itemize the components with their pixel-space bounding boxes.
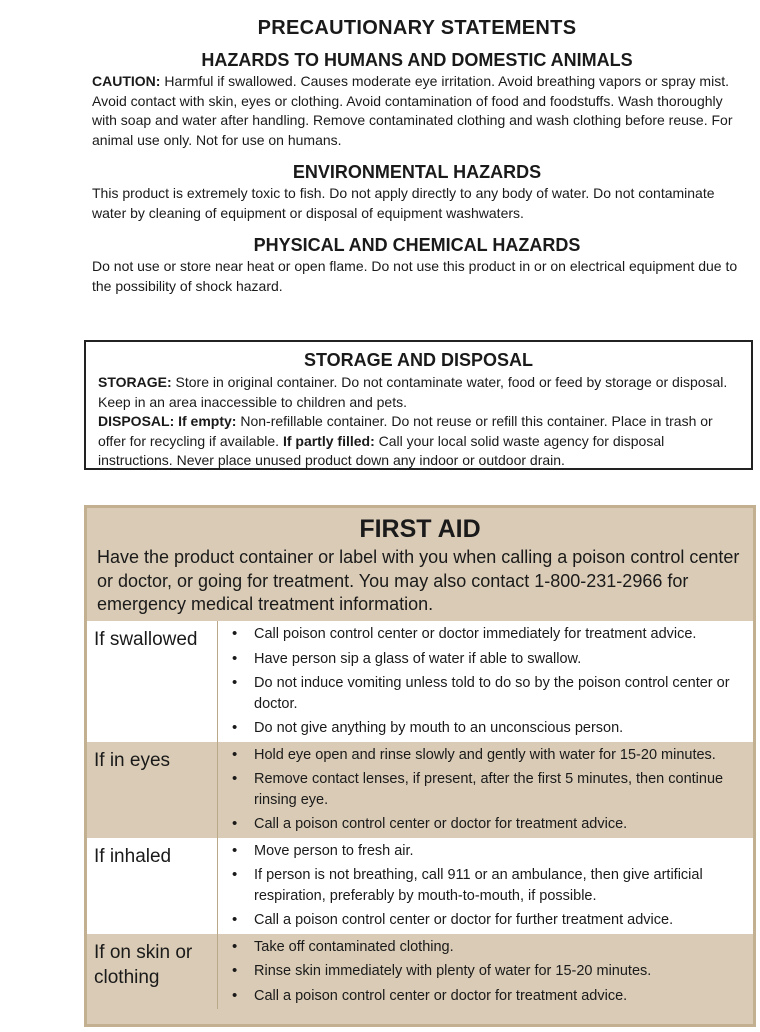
list-item: • Move person to fresh air. xyxy=(228,841,753,862)
first-aid-instructions xyxy=(218,742,753,838)
first-aid-table xyxy=(87,621,753,1009)
section-text-physical-chemical: Do not use or store near heat or open flame. Do not use this product in or on electrical equipment due to the possibility of shock hazard. xyxy=(92,258,738,294)
first-aid-row-inhaled xyxy=(87,838,753,934)
caution-label: CAUTION: xyxy=(92,73,161,89)
first-aid-title: FIRST AID xyxy=(359,515,481,543)
list-item: • Call a poison control center or doctor for treatment advice. xyxy=(228,986,753,1007)
list-item: • Do not induce vomiting unless told to do so by the poison control center or doctor. xyxy=(228,673,753,714)
list-item: • If person is not breathing, call 911 or an ambulance, then give artificial respiration, preferably by mouth-to-mouth, if possible. xyxy=(228,865,753,906)
list-item: • Have person sip a glass of water if able to swallow. xyxy=(228,649,753,670)
first-aid-panel xyxy=(84,505,756,1027)
disposal-body: Non-refillable container. Do not reuse or refill this container. Place in trash or offer for recycling if available. xyxy=(98,413,713,449)
first-aid-row-skin xyxy=(87,934,753,1010)
section-text-environmental: This product is extremely toxic to fish. Do not apply directly to any body of water. Do not contaminate water by cleaning of equipment or disposal of equipment washwaters. xyxy=(92,185,715,221)
storage-body: Store in original container. Do not contaminate water, food or feed by storage or disposal. Keep in an area inaccessible to children and pets. xyxy=(98,374,728,410)
storage-disposal-box xyxy=(84,340,753,470)
caution-text: Harmful if swallowed. Causes moderate eye irritation. Avoid breathing vapors or spray mist. Avoid contact with skin, eyes or clothing. Avoid contamination of food and foodstuffs. Wash thoroughly with soap and water after handling. Remove contaminated clothing and wash clothing before reuse. For animal use only. Not for use on humans. xyxy=(92,73,733,148)
partly-filled-label: If partly filled: xyxy=(282,432,375,449)
first-aid-instructions xyxy=(218,838,753,934)
first-aid-instructions xyxy=(218,621,753,742)
first-aid-header xyxy=(87,508,753,617)
list-item: • Call a poison control center or doctor for further treatment advice. xyxy=(228,910,753,931)
section-heading-environmental: ENVIRONMENTAL HAZARDS xyxy=(292,162,542,182)
precautionary-statements xyxy=(92,16,742,308)
section-text-hazards-humans xyxy=(92,72,742,150)
storage-disposal-title: STORAGE AND DISPOSAL xyxy=(303,350,534,370)
list-item: • Hold eye open and rinse slowly and gently with water for 15-20 minutes. xyxy=(228,745,753,766)
page-title: PRECAUTIONARY STATEMENTS xyxy=(257,17,577,39)
first-aid-row-swallowed xyxy=(87,621,753,742)
section-heading-physical-chemical: PHYSICAL AND CHEMICAL HAZARDS xyxy=(253,235,581,255)
partly-filled-body: Call your local solid waste agency for disposal instructions. Never place unused product down any indoor or outdoor drain. xyxy=(98,432,665,468)
first-aid-row-label: If inhaled xyxy=(87,838,218,934)
list-item: • Take off contaminated clothing. xyxy=(228,937,753,958)
storage-label: STORAGE: xyxy=(98,374,172,390)
first-aid-row-eyes xyxy=(87,742,753,838)
first-aid-row-label: If swallowed xyxy=(87,621,218,742)
storage-text xyxy=(98,373,739,412)
first-aid-row-label: If on skin or clothing xyxy=(87,934,218,1010)
list-item: • Call a poison control center or doctor for treatment advice. xyxy=(228,814,753,835)
first-aid-intro: Have the product container or label with you when calling a poison control center or doctor, or going for treatment. You may also contact 1-800-231-2966 for emergency medical treatment information. xyxy=(97,547,740,614)
disposal-text xyxy=(98,412,739,471)
section-heading-hazards-humans: HAZARDS TO HUMANS AND DOMESTIC ANIMALS xyxy=(201,50,633,70)
disposal-label: DISPOSAL: If empty: xyxy=(98,413,237,429)
list-item: • Call poison control center or doctor immediately for treatment advice. xyxy=(228,624,753,645)
list-item: • Do not give anything by mouth to an unconscious person. xyxy=(228,718,753,739)
list-item: • Remove contact lenses, if present, after the first 5 minutes, then continue rinsing eye. xyxy=(228,769,753,810)
first-aid-instructions xyxy=(218,934,753,1010)
first-aid-row-label: If in eyes xyxy=(87,742,218,838)
list-item: • Rinse skin immediately with plenty of water for 15-20 minutes. xyxy=(228,961,753,982)
